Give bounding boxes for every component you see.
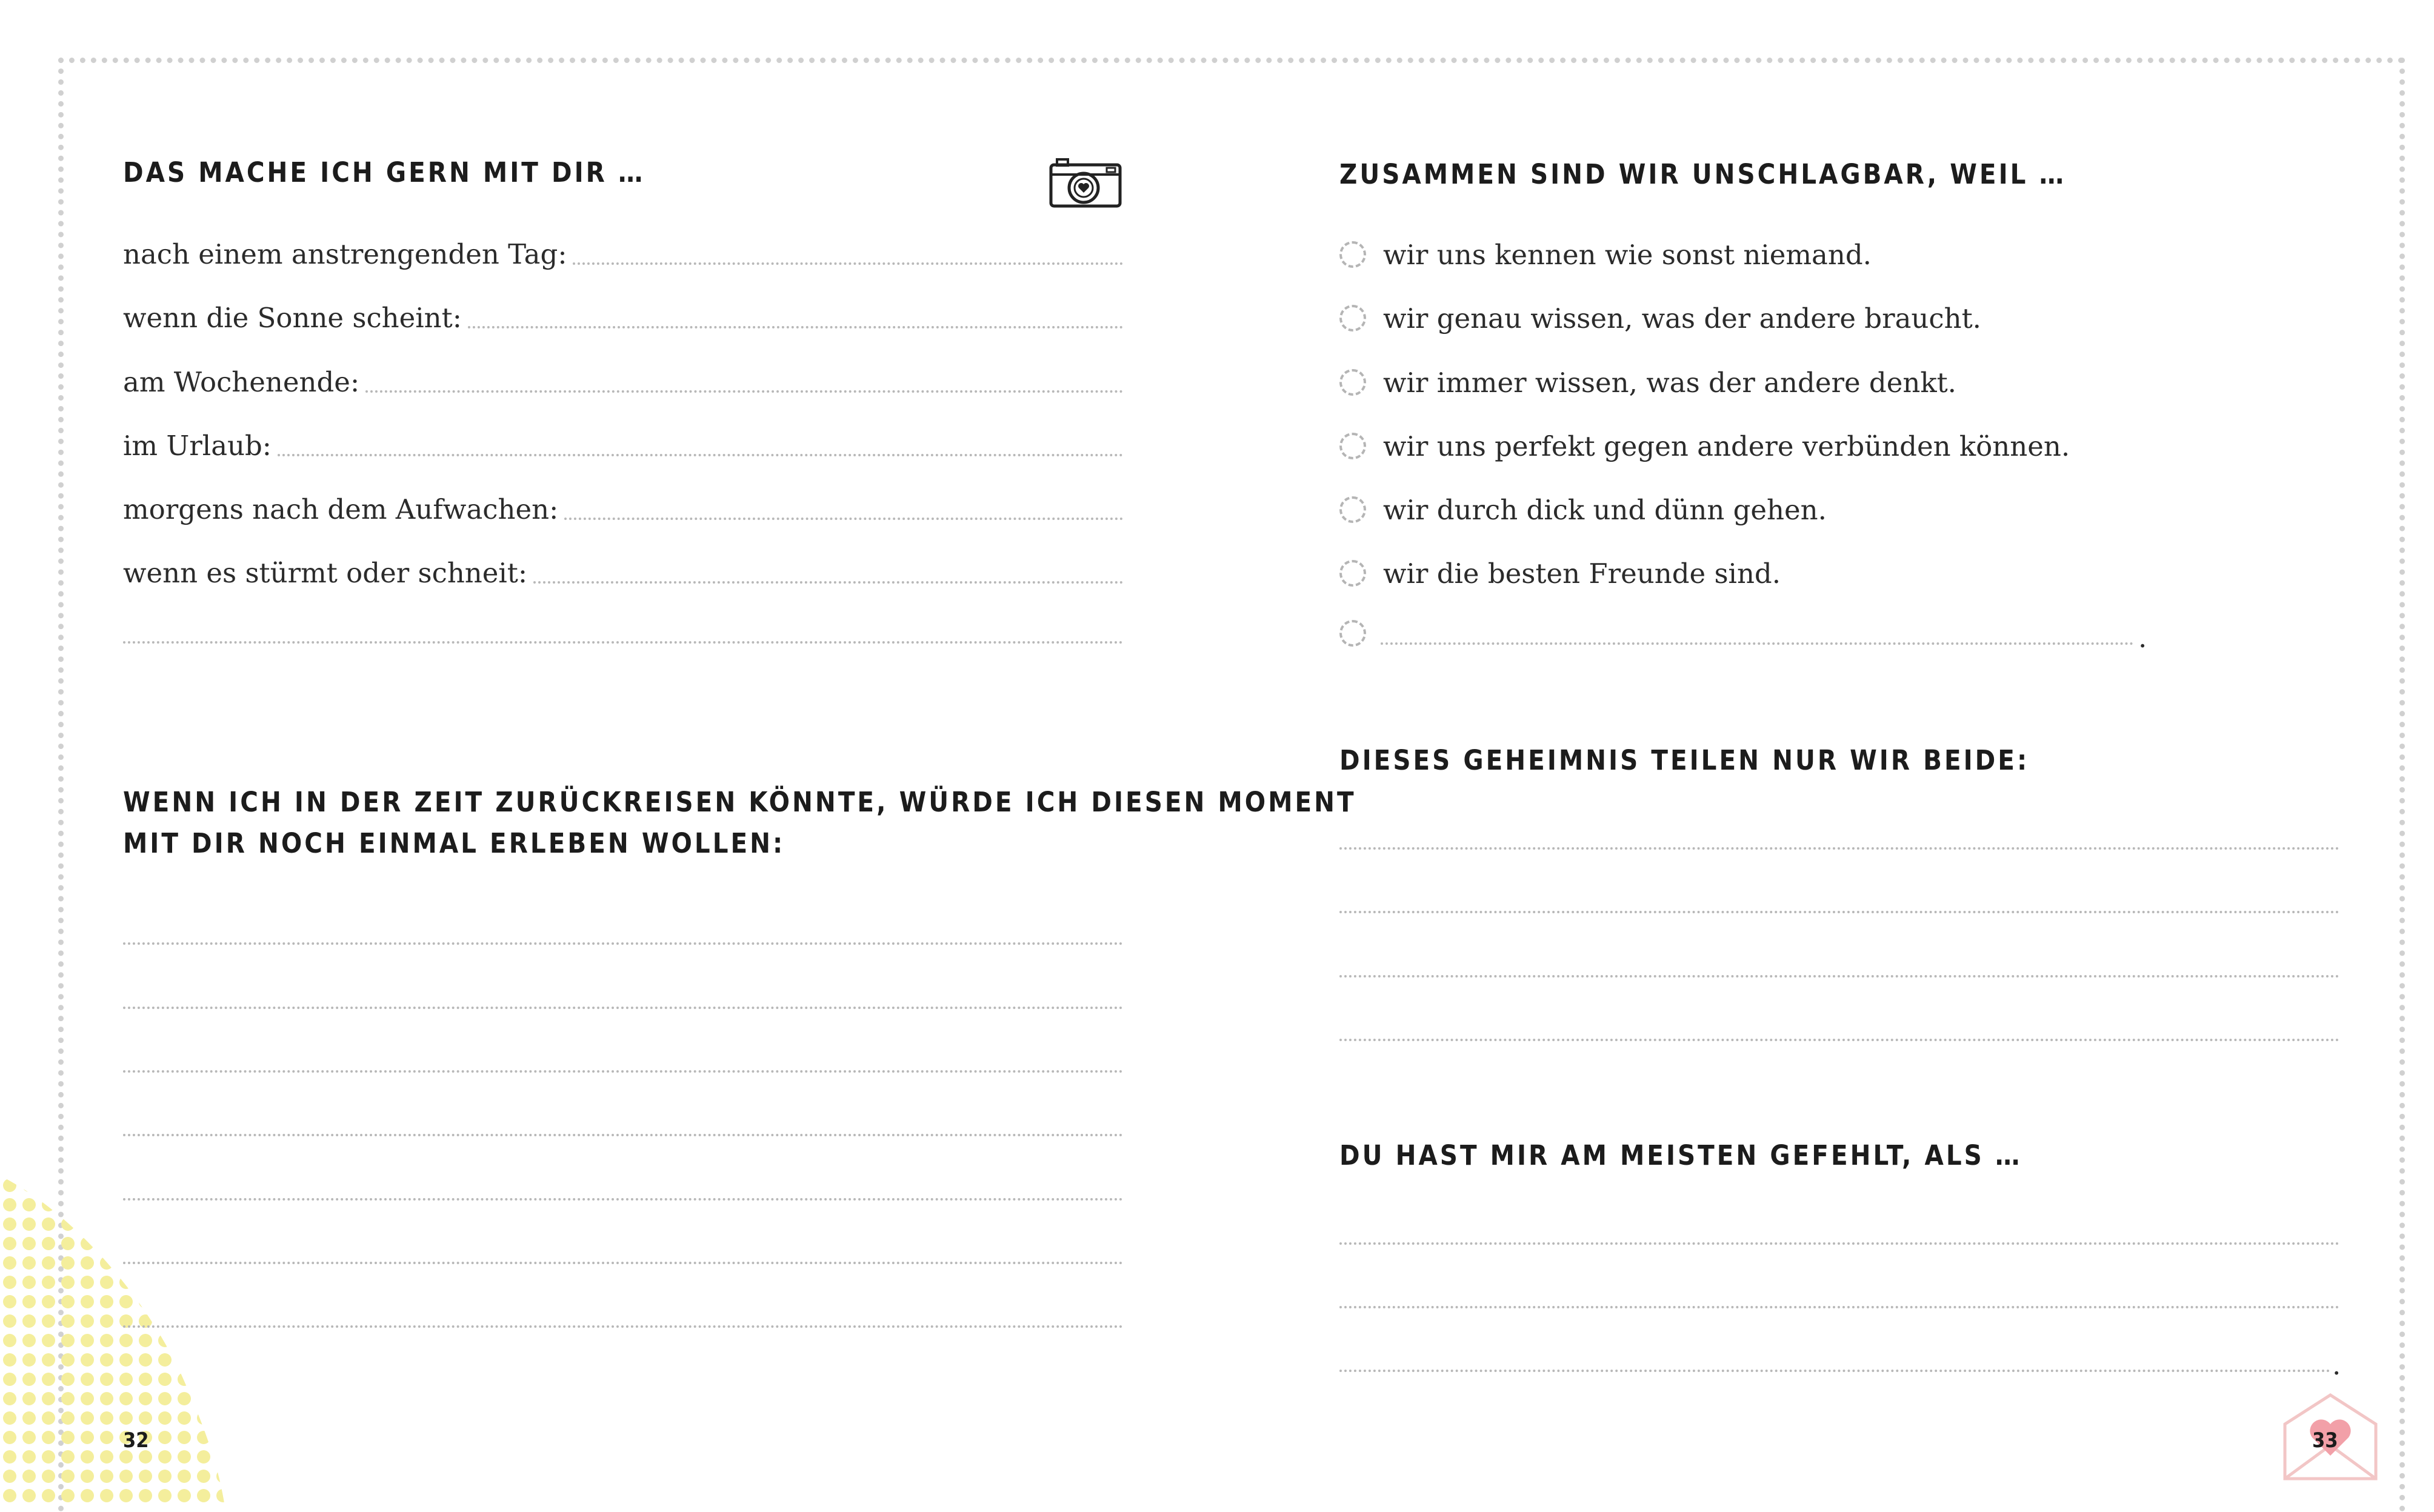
section-heading-activities: DAS MACHE ICH GERN MIT DIR … xyxy=(123,156,645,188)
section-heading-secret: DIESES GEHEIMNIS TEILEN NUR WIR BEIDE: xyxy=(1339,744,2030,776)
checkbox-circle[interactable] xyxy=(1339,241,1366,268)
prompt-label: am Wochenende: xyxy=(123,366,360,398)
option-label: wir uns kennen wie sonst niemand. xyxy=(1383,238,1872,271)
answer-line[interactable] xyxy=(123,942,1123,945)
answer-line[interactable] xyxy=(1339,1370,2330,1372)
answer-line[interactable] xyxy=(573,262,1123,265)
answer-line[interactable] xyxy=(564,518,1123,520)
answer-line[interactable] xyxy=(123,641,1123,644)
answer-line[interactable] xyxy=(1339,1039,2339,1041)
checkbox-option[interactable] xyxy=(1339,425,2070,467)
answer-line[interactable] xyxy=(123,1198,1123,1201)
answer-line[interactable] xyxy=(123,1134,1123,1136)
prompt-label: wenn es stürmt oder schneit: xyxy=(123,557,528,589)
prompt-label: wenn die Sonne scheint: xyxy=(123,302,462,334)
answer-line[interactable] xyxy=(123,1325,1123,1328)
answer-line[interactable] xyxy=(1339,847,2339,850)
checkbox-circle[interactable] xyxy=(1339,433,1366,459)
prompt-row xyxy=(123,297,1123,339)
answer-line[interactable] xyxy=(123,1070,1123,1073)
checkbox-circle[interactable] xyxy=(1339,560,1366,587)
answer-line[interactable] xyxy=(278,454,1123,456)
answer-line[interactable] xyxy=(1339,911,2339,913)
answer-line[interactable] xyxy=(533,581,1123,584)
prompt-row xyxy=(123,488,1123,531)
checkbox-option-custom[interactable] xyxy=(1339,612,1366,654)
prompt-label: morgens nach dem Aufwachen: xyxy=(123,493,559,525)
period: . xyxy=(2332,1349,2341,1381)
section-heading-time-travel xyxy=(123,782,1356,864)
option-label: wir immer wissen, was der andere denkt. xyxy=(1383,366,1956,399)
prompt-label: nach einem anstrengenden Tag: xyxy=(123,238,567,270)
heading-line: MIT DIR NOCH EINMAL ERLEBEN WOLLEN: xyxy=(123,827,785,859)
answer-line[interactable] xyxy=(365,390,1123,393)
heading-line: WENN ICH IN DER ZEIT ZURÜCKREISEN KÖNNTE, WÜRDE ICH DIESEN MOMENT xyxy=(123,786,1356,818)
checkbox-option[interactable] xyxy=(1339,297,1981,339)
prompt-label: im Urlaub: xyxy=(123,430,272,462)
page-number-right: 33 xyxy=(2312,1428,2338,1453)
answer-line[interactable] xyxy=(1339,1242,2339,1245)
answer-line[interactable] xyxy=(468,326,1123,328)
prompt-row xyxy=(123,361,1123,404)
section-heading-unbeatable: ZUSAMMEN SIND WIR UNSCHLAGBAR, WEIL … xyxy=(1339,158,2066,190)
page-number-left: 32 xyxy=(123,1428,149,1453)
answer-line[interactable] xyxy=(1381,642,2133,645)
period: . xyxy=(2138,622,2147,654)
answer-line[interactable] xyxy=(1339,975,2339,977)
checkbox-option[interactable] xyxy=(1339,233,1872,276)
checkbox-circle[interactable] xyxy=(1339,305,1366,331)
answer-line[interactable] xyxy=(123,1262,1123,1264)
prompt-row xyxy=(123,552,1123,594)
checkbox-option[interactable] xyxy=(1339,488,1827,531)
checkbox-circle[interactable] xyxy=(1339,620,1366,647)
answer-line[interactable] xyxy=(123,1007,1123,1009)
option-label: wir uns perfekt gegen andere verbünden können. xyxy=(1383,430,2070,462)
checkbox-option[interactable] xyxy=(1339,361,1956,404)
checkbox-circle[interactable] xyxy=(1339,369,1366,396)
yellow-dot-pattern xyxy=(0,1176,230,1503)
prompt-row xyxy=(123,425,1123,467)
option-label: wir die besten Freunde sind. xyxy=(1383,557,1781,590)
option-label: wir durch dick und dünn gehen. xyxy=(1383,493,1827,526)
checkbox-option[interactable] xyxy=(1339,552,1781,594)
checkbox-circle[interactable] xyxy=(1339,496,1366,523)
option-label: wir genau wissen, was der andere braucht. xyxy=(1383,302,1981,335)
camera-heart-icon xyxy=(1049,156,1122,208)
section-heading-missed: DU HAST MIR AM MEISTEN GEFEHLT, ALS … xyxy=(1339,1139,2022,1171)
prompt-row xyxy=(123,233,1123,276)
answer-line[interactable] xyxy=(1339,1306,2339,1308)
